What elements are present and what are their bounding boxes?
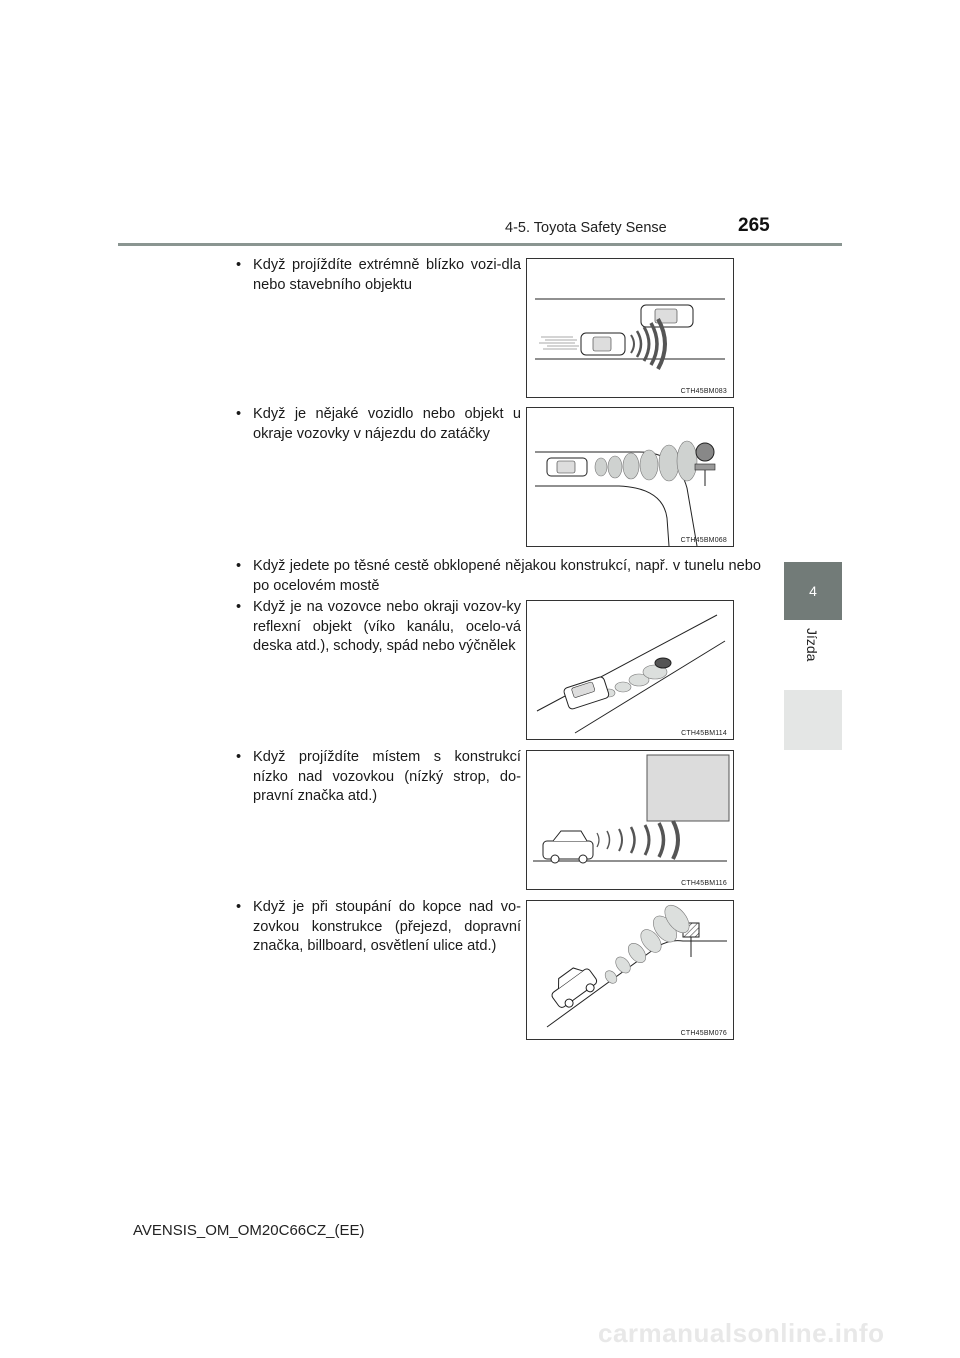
- chapter-label-box: [784, 620, 842, 690]
- chapter-tab: 4: [784, 562, 842, 620]
- figure-code: CTH45BM068: [680, 537, 727, 544]
- figure-reflective-object: [526, 600, 734, 740]
- figure-code: CTH45BM116: [681, 880, 727, 887]
- figure-uphill-structure: [526, 900, 734, 1040]
- page-number: 265: [738, 215, 770, 236]
- list-item: • Když je na vozovce nebo okraji vozov-ky reflexní objekt (víko kanálu, ocelo-vá deska atd.), schody, spád nebo výčnělek: [236, 598, 521, 657]
- watermark: carmanualsonline.info: [598, 1318, 885, 1348]
- list-item: • Když projíždíte místem s konstrukcí nízko nad vozovkou (nízký strop, do-pravní značka atd.): [236, 748, 521, 807]
- list-item: • Když projíždíte extrémně blízko vozi-dla nebo stavebního objektu: [236, 256, 521, 295]
- list-item: • Když je při stoupání do kopce nad vo-zovkou konstrukce (přejezd, dopravní značka, billboard, osvětlení ulice atd.): [236, 898, 521, 957]
- figure-overtaking-vehicle: [526, 258, 734, 398]
- figure-low-structure: [526, 750, 734, 890]
- document-id: AVENSIS_OM_OM20C66CZ_(EE): [133, 1222, 365, 1239]
- figure-code: CTH45BM083: [680, 388, 727, 395]
- chapter-label: Jízda: [804, 628, 820, 662]
- section-title: 4-5. Toyota Safety Sense: [505, 220, 667, 236]
- list-item: • Když je nějaké vozidlo nebo objekt u okraje vozovky v nájezdu do zatáčky: [236, 405, 521, 444]
- figure-code: CTH45BM114: [681, 730, 727, 737]
- chapter-tab-shade: [784, 690, 842, 750]
- figure-curve-entry: [526, 407, 734, 547]
- header-divider: [118, 243, 842, 246]
- figure-code: CTH45BM076: [680, 1030, 727, 1037]
- list-item: • Když jedete po těsné cestě obklopené nějakou konstrukcí, např. v tunelu nebo po ocelovém mostě: [236, 557, 761, 596]
